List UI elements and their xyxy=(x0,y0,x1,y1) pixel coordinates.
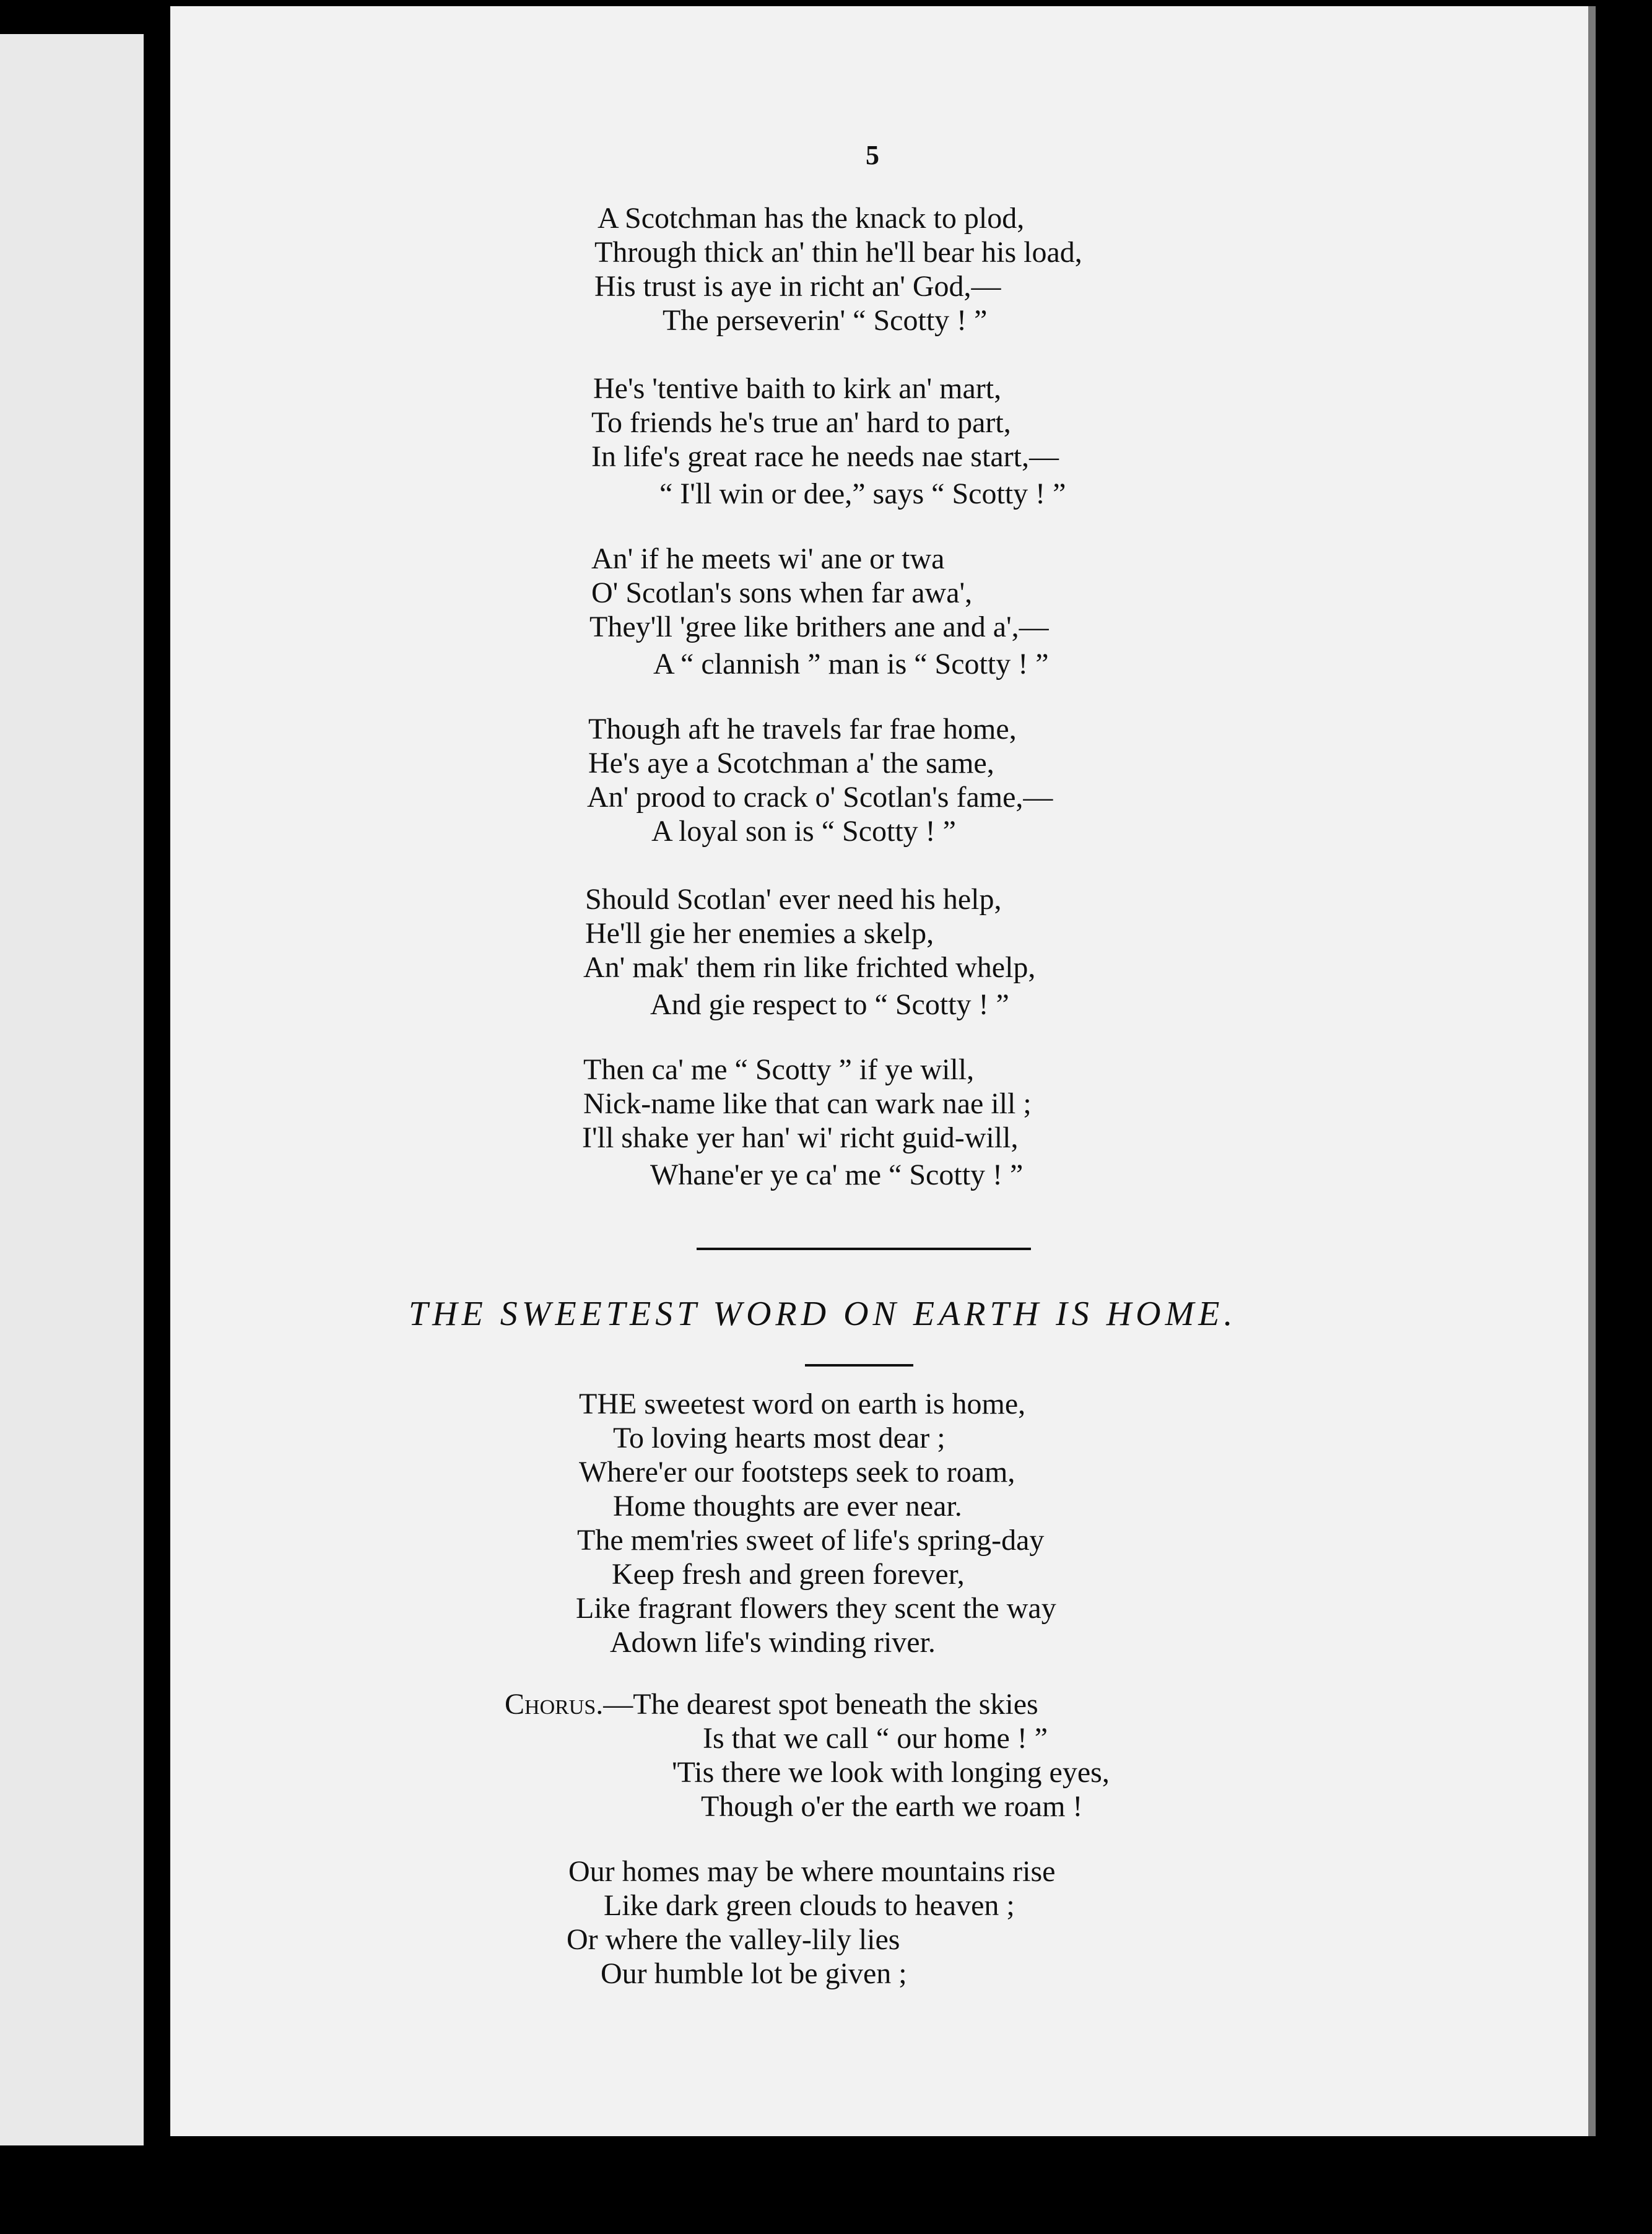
poem-line: Or where the valley-lily lies xyxy=(567,1923,900,1956)
poem-line: The mem'ries sweet of life's spring-day xyxy=(577,1524,1045,1557)
title-underline xyxy=(805,1364,913,1367)
poem-line: Through thick an' thin he'll bear his load, xyxy=(594,236,1082,269)
poem-line: An' prood to crack o' Scotlan's fame,— xyxy=(587,781,1053,814)
poem-line: Though aft he travels far frae home, xyxy=(588,713,1017,745)
chorus-line: Though o'er the earth we roam ! xyxy=(701,1790,1083,1823)
poem-line: Our humble lot be given ; xyxy=(601,1957,907,1990)
poem-line: Should Scotlan' ever need his help, xyxy=(585,883,1002,916)
poem-line: He's 'tentive baith to kirk an' mart, xyxy=(593,372,1002,405)
poem-line: In life's great race he needs nae start,— xyxy=(591,440,1059,473)
page-shadow xyxy=(1588,6,1596,2136)
poem-line: He'll gie her enemies a skelp, xyxy=(585,917,934,950)
poem-line: Where'er our footsteps seek to roam, xyxy=(579,1456,1015,1489)
chorus-line: 'Tis there we look with longing eyes, xyxy=(672,1756,1110,1789)
poem-line: And gie respect to “ Scotty ! ” xyxy=(650,988,1009,1021)
poem-line: Home thoughts are ever near. xyxy=(613,1490,962,1523)
poem-line: To friends he's true an' hard to part, xyxy=(591,406,1011,439)
poem-line-text: sweetest word on earth is home, xyxy=(644,1388,1026,1420)
chorus-line: Is that we call “ our home ! ” xyxy=(703,1722,1048,1755)
poem-line: The perseverin' “ Scotty ! ” xyxy=(663,304,988,337)
poem-line: Like dark green clouds to heaven ; xyxy=(604,1889,1015,1922)
chorus-line xyxy=(505,1687,1038,1721)
poem-line: I'll shake yer han' wi' richt guid-will, xyxy=(582,1121,1019,1154)
poem-line: Adown life's winding river. xyxy=(610,1626,936,1659)
poem-line: An' mak' them rin like frichted whelp, xyxy=(583,951,1036,984)
poem-line: To loving hearts most dear ; xyxy=(613,1422,946,1454)
poem-line: A “ clannish ” man is “ Scotty ! ” xyxy=(653,648,1049,680)
poem-line: O' Scotlan's sons when far awa', xyxy=(591,576,973,609)
poem-line: Like fragrant flowers they scent the way xyxy=(576,1592,1056,1625)
poem-title: THE SWEETEST WORD ON EARTH IS HOME. xyxy=(409,1295,1237,1333)
drop-word: THE xyxy=(579,1388,637,1420)
poem-line: Whane'er ye ca' me “ Scotty ! ” xyxy=(650,1158,1024,1191)
poem-line: An' if he meets wi' ane or twa xyxy=(591,542,945,575)
poem-line xyxy=(579,1387,1025,1421)
poem-line: Keep fresh and green forever, xyxy=(612,1558,965,1591)
section-divider xyxy=(697,1248,1031,1250)
poem-line: “ I'll win or dee,” says “ Scotty ! ” xyxy=(659,477,1066,510)
poem-line: Our homes may be where mountains rise xyxy=(568,1855,1056,1888)
chorus-text: —The dearest spot beneath the skies xyxy=(603,1688,1038,1721)
poem-line: A loyal son is “ Scotty ! ” xyxy=(651,815,956,848)
poem-line: They'll 'gree like brithers ane and a',— xyxy=(589,611,1049,643)
facing-page-edge xyxy=(0,34,144,2145)
poem-line: A Scotchman has the knack to plod, xyxy=(598,202,1025,235)
poem-line: Nick-name like that can wark nae ill ; xyxy=(583,1087,1032,1120)
page-number: 5 xyxy=(866,140,879,170)
poem-line: His trust is aye in richt an' God,— xyxy=(594,270,1001,303)
poem-line: He's aye a Scotchman a' the same, xyxy=(588,747,994,780)
chorus-label: Chorus. xyxy=(505,1688,604,1721)
poem-line: Then ca' me “ Scotty ” if ye will, xyxy=(583,1053,975,1086)
